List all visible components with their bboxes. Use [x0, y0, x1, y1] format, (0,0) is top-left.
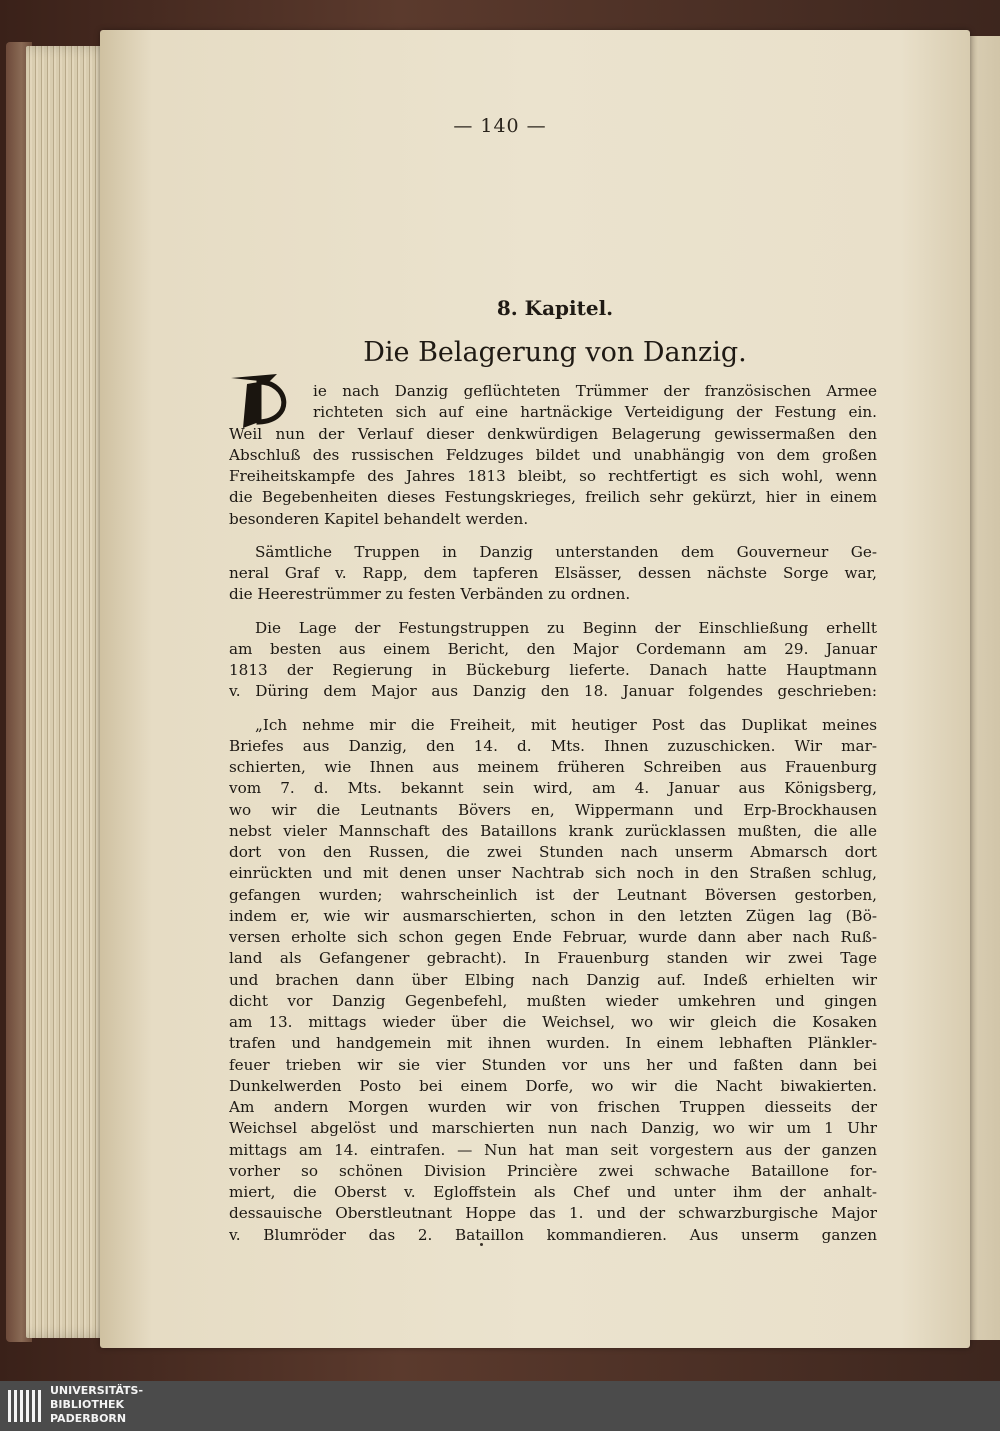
library-name-line: PADERBORN	[50, 1412, 127, 1425]
text-line: feuer trieben wir sie vier Stunden vor uns her und faßten dann bei	[229, 1055, 877, 1074]
text-line: land als Gefangener gebracht). In Frauenburg standen wir zwei Tage	[229, 949, 877, 968]
paragraph	[229, 618, 877, 703]
text-line: die Heerestrümmer zu festen Verbänden zu ordnen.	[229, 585, 631, 604]
text-line: Weil nun der Verlauf dieser denkwürdigen Belagerung gewissermaßen den	[229, 424, 877, 443]
text-line: einrückten und mit denen unser Nachtrab sich noch in den Straßen schlug,	[229, 864, 877, 883]
text-line: wo wir die Leutnants Bövers en, Wippermann und Erp-Brockhausen	[229, 800, 877, 819]
paragraph	[229, 542, 877, 606]
text-line: und brachen dann über Elbing nach Danzig auf. Indeß erhielten wir	[229, 970, 877, 989]
text-line: ie nach Danzig geflüchteten Trümmer der französischen Armee	[313, 382, 877, 400]
text-line: die Begebenheiten dieses Festungskrieges, freilich sehr gekürzt, hier in einem	[229, 488, 877, 507]
chapter-label: 8. Kapitel.	[496, 296, 614, 320]
text-line: Briefes aus Danzig, den 14. d. Mts. Ihnen zuzuschicken. Wir mar-	[229, 736, 877, 755]
text-line: versen erholte sich schon gegen Ende Februar, wurde dann aber nach Ruß-	[229, 928, 877, 946]
text-line: dicht vor Danzig Gegenbefehl, mußten wieder umkehren und gingen	[229, 991, 877, 1010]
body-text	[229, 381, 877, 1246]
text-line: besonderen Kapitel behandelt werden.	[229, 509, 529, 528]
text-line: miert, die Oberst v. Egloffstein als Chef und unter ihm der anhalt-	[229, 1183, 877, 1201]
paragraph	[229, 381, 877, 530]
text-line: indem er, wie wir ausmarschierten, schon in den letzten Zügen lag (Bö-	[229, 906, 877, 925]
chapter-title: Die Belagerung von Danzig.	[363, 337, 747, 368]
page-mark	[480, 1243, 483, 1246]
text-line: trafen und handgemein mit ihnen wurden. In einem lebhaften Plänkler-	[229, 1034, 877, 1053]
text-line: neral Graf v. Rapp, dem tapferen Elsässer, dessen nächste Sorge war,	[229, 564, 877, 582]
text-line: v. Blumröder das 2. Bataillon kommandieren. Aus unserm ganzen	[229, 1225, 877, 1244]
text-line: richteten sich auf eine hartnäckige Verteidigung der Festung ein.	[313, 403, 877, 422]
text-line: dort von den Russen, die zwei Stunden nach unserm Abmarsch dort	[229, 843, 877, 861]
text-line: „Ich nehme mir die Freiheit, mit heutiger Post das Duplikat meines	[255, 715, 877, 734]
text-line: Sämtliche Truppen in Danzig unterstanden dem Gouverneur Ge-	[255, 542, 877, 561]
library-footer	[0, 1381, 1000, 1431]
text-line: mittags am 14. eintrafen. — Nun hat man seit vorgestern aus der ganzen	[229, 1140, 877, 1159]
text-line: Am andern Morgen wurden wir von frischen Truppen diesseits der	[229, 1098, 877, 1116]
library-name-line: UNIVERSITÄTS-	[50, 1384, 144, 1397]
text-line: Weichsel abgelöst und marschierten nun nach Danzig, wo wir um 1 Uhr	[229, 1119, 877, 1138]
text-line: dessauische Oberstleutnant Hoppe das 1. und der schwarzburgische Major	[229, 1204, 877, 1223]
library-name-line: BIBLIOTHEK	[50, 1398, 125, 1411]
text-line: Die Lage der Festungstruppen zu Beginn der Einschließung erhellt	[255, 618, 877, 637]
library-name	[50, 1384, 143, 1426]
text-line: Dunkelwerden Posto bei einem Dorfe, wo wir die Nacht biwakierten.	[229, 1076, 877, 1095]
text-line: vorher so schönen Division Princière zwei schwache Bataillone for-	[229, 1161, 877, 1180]
text-line: schierten, wie Ihnen aus meinem früheren Schreiben aus Frauenburg	[229, 758, 877, 776]
paragraph	[229, 715, 877, 1246]
text-line: am 13. mittags wieder über die Weichsel, wo wir gleich die Kosaken	[229, 1013, 877, 1031]
library-logo-icon	[8, 1390, 46, 1422]
text-line: vom 7. d. Mts. bekannt sein wird, am 4. Januar aus Königsberg,	[229, 779, 877, 798]
text-line: am besten aus einem Bericht, den Major Cordemann am 29. Januar	[229, 639, 877, 658]
page-number: — 140 —	[453, 115, 547, 137]
text-line: 1813 der Regierung in Bückeburg lieferte. Danach hatte Hauptmann	[229, 661, 877, 679]
text-line: gefangen wurden; wahrscheinlich ist der Leutnant Böversen gestorben,	[229, 885, 877, 904]
text-line: nebst vieler Mannschaft des Bataillons krank zurücklassen mußten, die alle	[229, 821, 877, 840]
text-line: v. Düring dem Major aus Danzig den 18. Januar folgendes geschrieben:	[229, 682, 877, 701]
text-line: Abschluß des russischen Feldzuges bildet und unabhängig von dem großen	[229, 445, 877, 464]
text-line: Freiheitskampfe des Jahres 1813 bleibt, so rechtfertigt es sich wohl, wenn	[229, 467, 877, 485]
